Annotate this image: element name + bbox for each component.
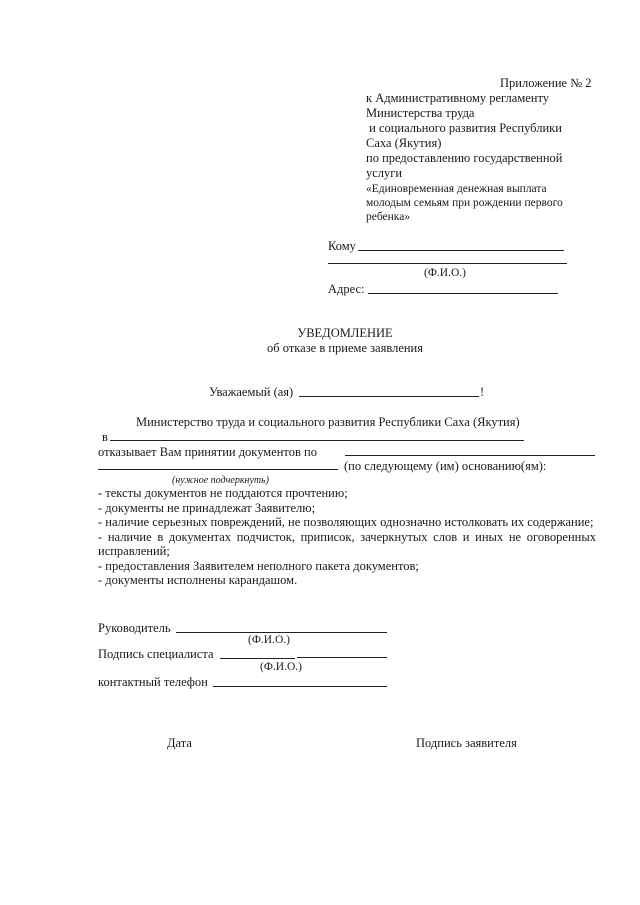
appendix-line: Саха (Якутия) <box>366 136 442 150</box>
reason-item: - документы не принадлежат Заявителю; <box>98 500 316 515</box>
reason-suffix: (по следующему (им) основанию(ям): <box>344 459 547 473</box>
organization-line <box>110 440 524 441</box>
reason-item: - предоставления Заявителем неполного пакета документов; <box>98 558 419 573</box>
to-line-2 <box>328 263 567 264</box>
appendix-line: и социального развития Республики <box>366 121 562 135</box>
head-label: Руководитель <box>98 621 171 635</box>
appendix-line: услуги <box>366 166 403 180</box>
fio-hint: (Ф.И.О.) <box>424 267 466 279</box>
appendix-number: Приложение № 2 <box>500 76 592 90</box>
notice-heading: УВЕДОМЛЕНИЕ <box>297 326 393 340</box>
refuses-text: отказывает Вам принятии документов по <box>98 445 317 459</box>
specialist-fio-line <box>297 657 387 658</box>
appendix-line: Министерства труда <box>366 106 475 120</box>
to-label: Кому <box>328 239 356 253</box>
address-line <box>368 293 558 294</box>
service-line-2 <box>98 469 338 470</box>
reason-item: - наличие серьезных повреждений, не позволяющих однозначно истолковать их содержание; <box>98 515 594 529</box>
appendix-line: по предоставлению государственной <box>366 151 563 165</box>
service-line <box>345 455 595 456</box>
appendix-line: «Единовременная денежная выплата <box>366 183 547 195</box>
applicant-sign-label: Подпись заявителя <box>416 736 517 750</box>
phone-label: контактный телефон <box>98 675 208 689</box>
appendix-line: ребенка» <box>366 211 411 223</box>
specialist-label: Подпись специалиста <box>98 647 214 661</box>
appendix-line: молодым семьям при рождении первого <box>366 197 563 209</box>
to-line <box>358 250 564 251</box>
reasons-list <box>98 486 596 588</box>
address-label: Адрес: <box>328 282 365 296</box>
in-prefix: в <box>102 430 108 444</box>
greeting-exclamation: ! <box>480 385 485 399</box>
head-fio-hint: (Ф.И.О.) <box>248 634 290 646</box>
greeting-name-line <box>299 396 479 397</box>
appendix-line: к Административному регламенту <box>366 91 550 105</box>
phone-line <box>213 686 387 687</box>
underline-hint: (нужное подчеркнуть) <box>172 475 269 486</box>
reason-item: - тексты документов не поддаются прочтению; <box>98 486 348 500</box>
reason-item: - документы исполнены карандашом. <box>98 573 298 587</box>
date-label: Дата <box>167 736 192 750</box>
greeting-text: Уважаемый (ая) <box>209 385 294 399</box>
specialist-sign-line <box>220 658 295 659</box>
notice-subheading: об отказе в приеме заявления <box>267 341 423 355</box>
reason-item: - наличие в документах подчисток, приписок, зачеркнутых слов и иных не оговоренных исправлений; <box>98 529 596 558</box>
specialist-fio-hint: (Ф.И.О.) <box>260 661 302 673</box>
ministry-text: Министерство труда и социального развития Республики Саха (Якутия) <box>136 415 520 429</box>
